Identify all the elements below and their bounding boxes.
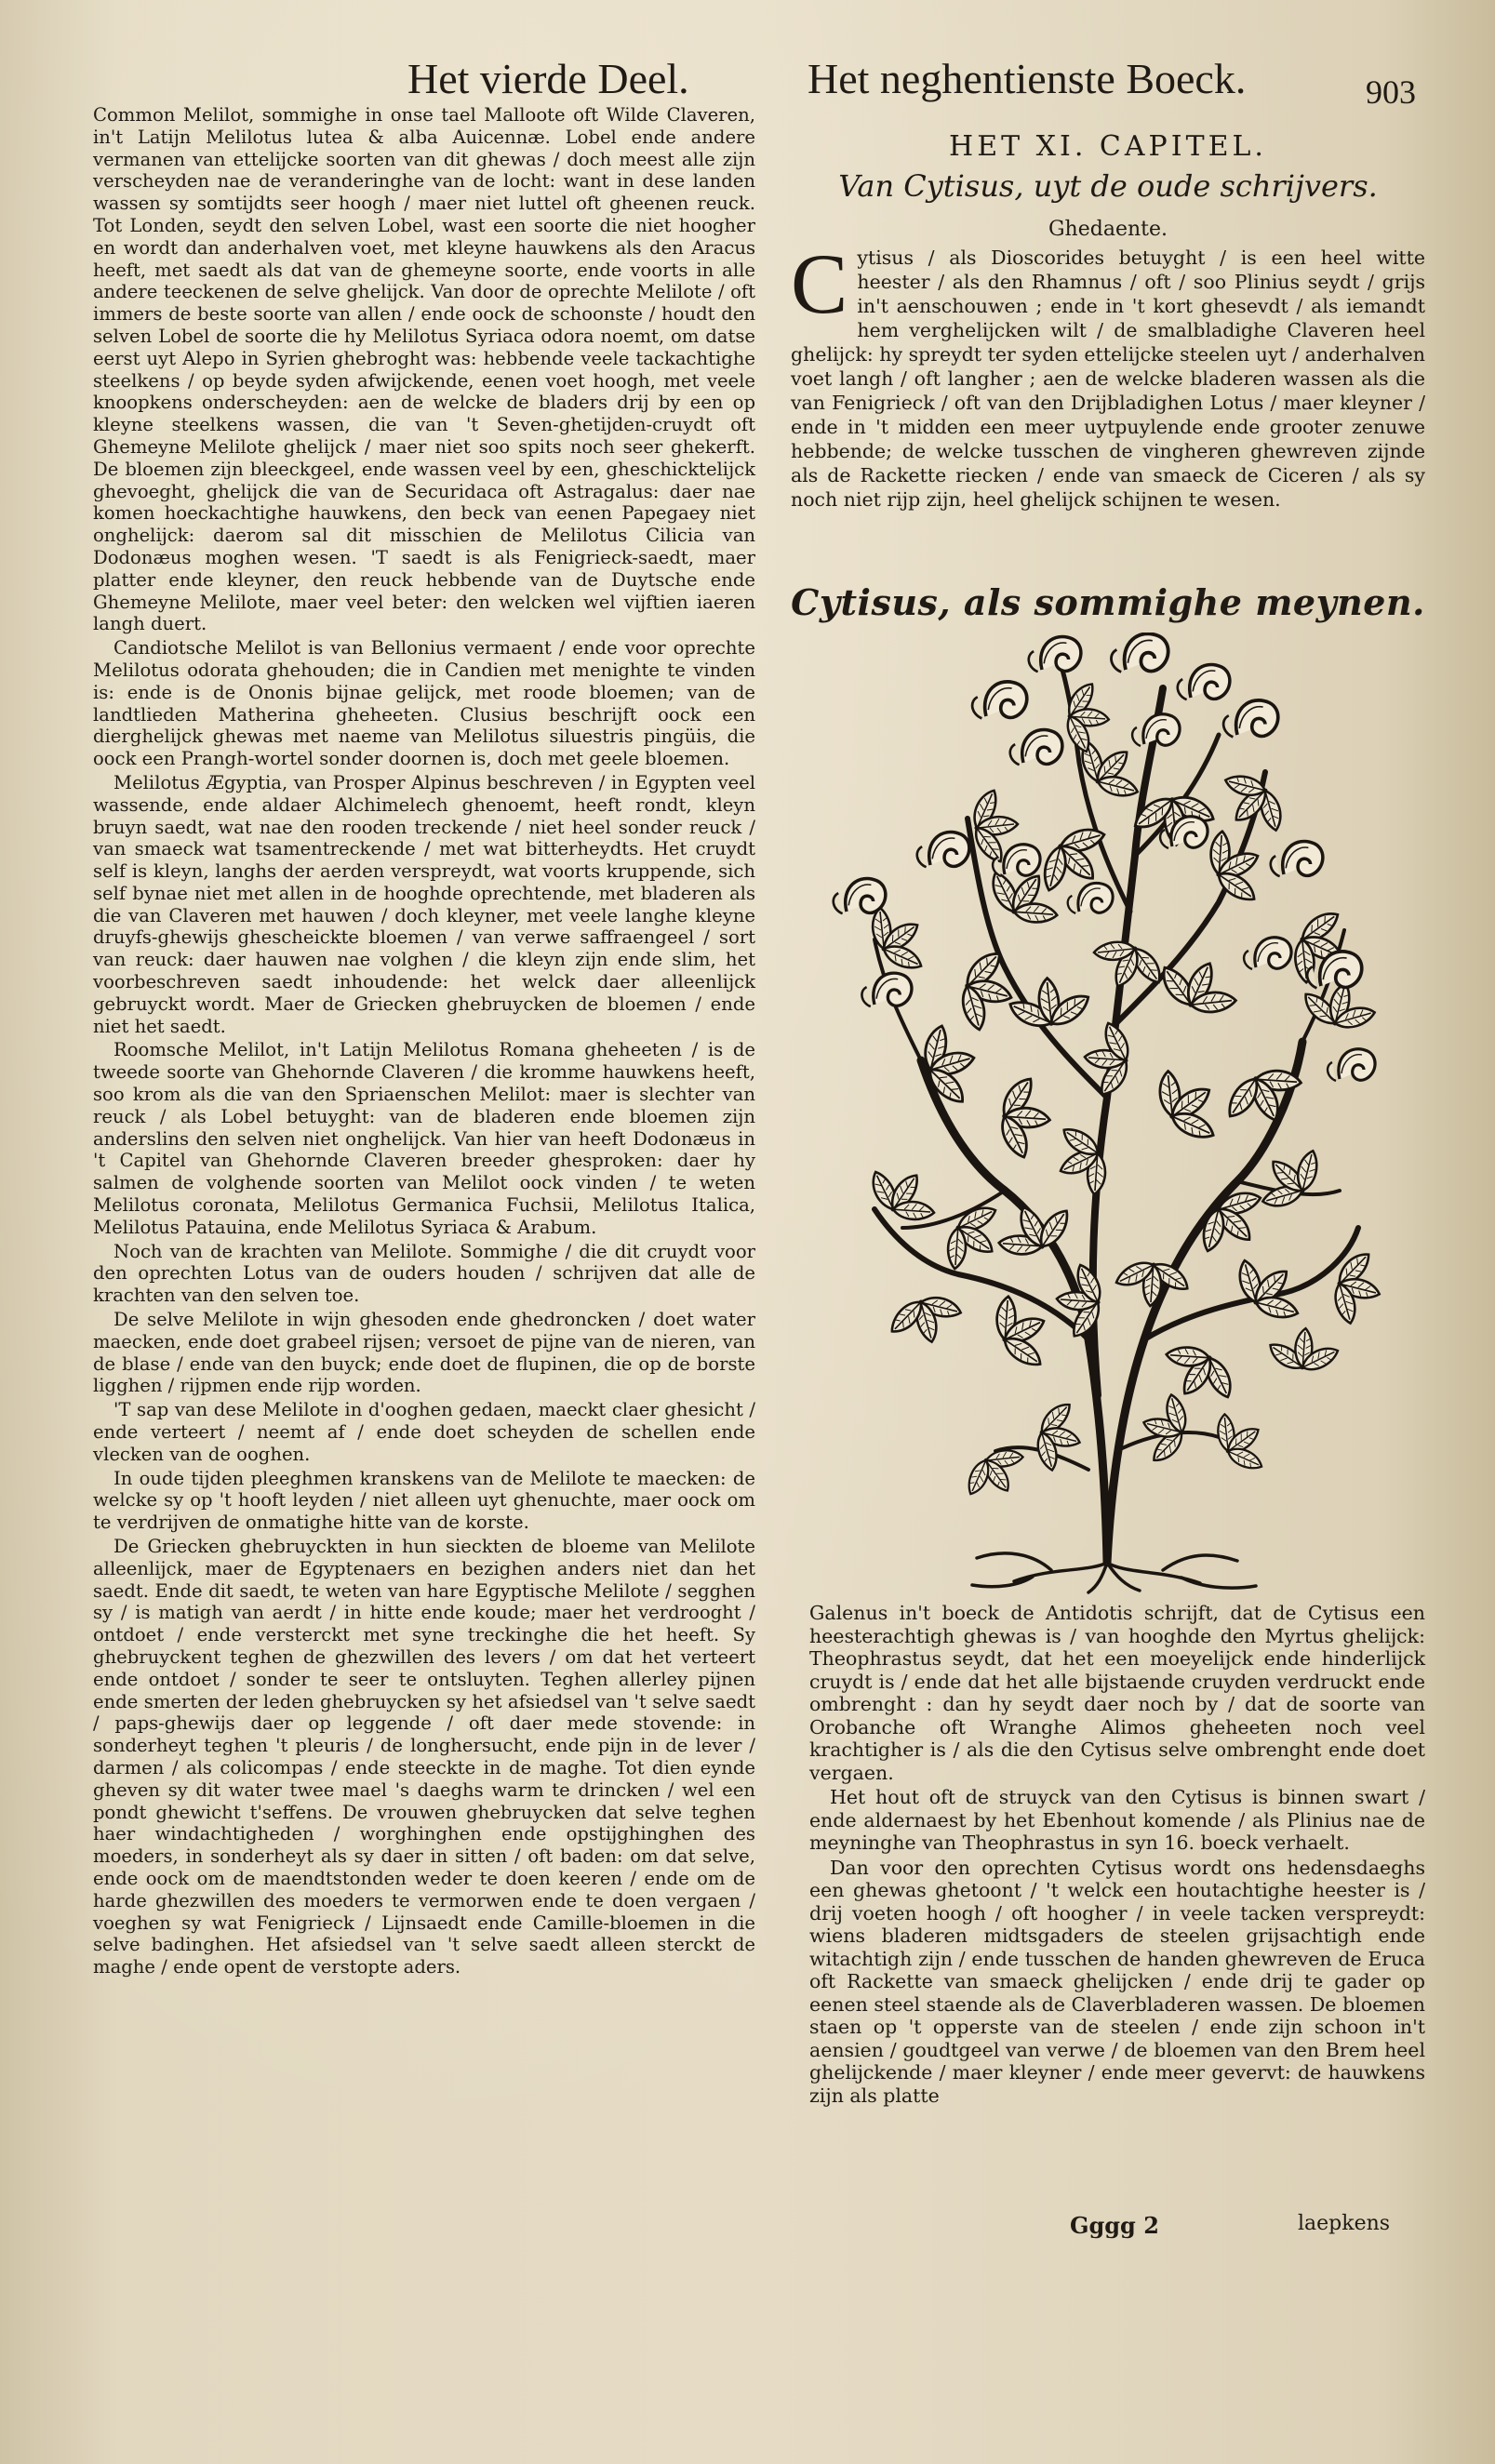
chapter-subtitle: Van Cytisus, uyt de oude schrijvers. [838, 168, 1378, 204]
paragraph: De selve Melilote in wijn ghesoden ende ghedroncken / doet water maecken, ende doet grabeel rijsen; versoet de pijne van de nieren, van de blase / ende van den buyck; ende doet de flupinen, die op de borste ligghen / rijpmen ende rijp worden. [93, 1309, 755, 1397]
right-column-bottom [809, 1602, 1425, 2109]
paragraph: Common Melilot, sommighe in onse tael Malloote oft Wilde Claveren, in't Latijn Melilotus lutea & alba Auicennæ. Lobel ende andere vermanen van ettelijcke soorten van dit ghewas / doch meest alle zijn verscheyden nae de veranderinghe van de locht: want in dese landen wassen sy somtijdts seer hoogh / maer niet luttel oft gheenen reuck. Tot Londen, seydt den selven Lobel, wast een soorte die niet hoogher en wordt dan anderhalven voet, met kleyne hauwkens als den Aracus heeft, met saedt als dat van de ghemeyne soorte, ende voorts in alle andere teeckenen de selve ghelijck. Van door de oprechte Melilote / oft immers de beste soorte van allen / ende oock de schoonste / houdt den selven Lobel de soorte die hy Melilotus Syriaca odora noemt, om datse eerst uyt Alepo in Syrien ghebroght was: hebbende veele tackachtighe steelkens / op beyde syden afwijckende, eenen voet hoogh, met veele knoopkens onderscheyden: aen de welcke de bladers drij by een op kleyne steelkens wassen, die van 't Seven-ghetijden-cruydt oft Ghemeyne Melilote ghelijck / maer niet soo spits noch seer ghekerft. De bloemen zijn bleeckgeel, ende wassen veel by een, gheschicktelijck ghevoeght, ghelijck die van de Securidaca oft Astragalus: daer nae komen hoeckachtighe hauwkens, den beck van eenen Papegaey niet onghelijck: daerom sal dit misschien de Melilotus Cilicia van Dodonæus moghen wesen. 'T saedt is als Fenigrieck-saedt, maer platter ende kleyner, den reuck hebbende van de Duytsche ende Ghemeyne Melilote, maer veel beter: den welcken wel vijftien iaeren langh duert. [93, 104, 755, 635]
left-column [93, 104, 755, 1980]
running-head-part: Het vierde Deel. [407, 55, 689, 102]
paragraph: Roomsche Melilot, in't Latijn Melilotus Romana gheheeten / is de tweede soorte van Ghehornde Claveren / die kromme hauwkens heeft, soo krom als die van den Spriaenschen Melilot: maer is slechter van reuck / als Lobel betuyght: van de bladeren ende bloemen zijn anderslins den selven niet onghelijck. Van hier van heeft Dodonæus in 't Capitel van Ghehornde Claveren breeder ghesproken: daer hy salmen de volghende soorten van Melilot oock vinden / te weten Melilotus coronata, Melilotus Germanica Fuchsii, Melilotus Italica, Melilotus Patauina, ende Melilotus Syriaca & Arabum. [93, 1039, 755, 1238]
paragraph: Melilotus Ægyptia, van Prosper Alpinus beschreven / in Egypten veel wassende, ende aldaer Alchimelech ghenoemt, heeft rondt, kleyn bruyn saedt, wat nae den rooden treckende / niet heel sonder reuck / van smaeck wat tsamentreckende / met wat bitterheydts. Het cruydt self is kleyn, langhs der aerden verspreydt, wat voorts kruppende, sich self bynae niet met allen in de hooghde oprechtende, met bladeren als die van Claveren met hauwen / doch kleyner, met veele langhe kleyne druyfs-ghewijs ghescheickte bloemen / van verwe saffraengeel / sort van reuck: daer hauwen nae volghen / die kleyn zijn ende slim, het voorbeschreven saedt inhoudende: het welck daer alleenlijck gebruyckt wordt. Maer de Griecken ghebruycken de bloemen / ende niet het saedt. [93, 771, 755, 1037]
paragraph: 'T sap van dese Melilote in d'ooghen gedaen, maeckt claer ghesicht / ende verteert / neemt af / ende doet scheyden de schellen ende vlecken van de ooghen. [93, 1399, 755, 1465]
paragraph: De Griecken ghebruyckten in hun sieckten de bloeme van Melilote alleenlijck, maer de Egyptenaers en bezighen anders niet dan het saedt. Ende dit saedt, te weten van hare Egyptische Melilote / segghen sy / is matigh van aerdt / in hitte ende koude; maer het verdrooght / ontdoet / ende versterckt met syne treckinghe die het heeft. Sy ghebruyckent teghen de ghezwillen des levers / om dat het verteert ende ontdoet / sonder te seer te ontsluyten. Teghen allerley pijnen ende smerten der leden ghebruycken sy het afsiedsel van 't selve saedt / paps-ghewijs daer op leggende / oft daer mede stovende: in sonderheyt teghen 't pleuris / de longhersucht, ende pijn in de lever / darmen / als colicompas / ende steeckte in de maghe. Tot dien eynde gheven sy dit water twee mael 's daeghs warm te drincken / wel een pondt ghewicht t'seffens. De vrouwen ghebruycken dat selve teghen haer windachtigheden / worghinghen ende opstijghinghen des moeders, in sonderheyt als sy daer in sitten / oft baden: om dat selve, ende oock om de maendtstonden weder te doen keeren / ende om de harde ghezwillen des moeders te vermorwen ende te doen vergaen / voeghen sy wat Fenigrieck / Lijnsaedt ende Camille-bloemen in die selve badinghen. Het afsiedsel van 't selve saedt alleen sterckt de maghe / ende opent de verstopte aders. [93, 1536, 755, 1978]
running-head-book: Het neghentienste Boeck. [808, 55, 1247, 102]
paragraph: Dan voor den oprechten Cytisus wordt ons hedensdaeghs een ghewas ghetoont / 't welck een houtachtighe heester is / drij voeten hoogh / oft hoogher / in veele tacken verspreydt: wiens bladeren midtsgaders de steelen grijsachtigh ende witachtigh zijn / ende tusschen de handen ghewreven de Eruca oft Rackette van smaeck ghelijcken / ende drij te gader op eenen steel staende als de Claverbladeren wassen. De bloemen staen op 't opperste van de steelen / ende zijn schoon in't aensien / goudtgeel van verwe / de bloemen van den Brem heel ghelijckende / maer kleyner / ende meer gevervt: de hauwkens zijn als platte [809, 1856, 1425, 2107]
paragraph: Het hout oft de struyck van den Cytisus is binnen swart / ende aldernaest by het Ebenhout komende / als Plinius nae de meyninghe van Theophrastus in syn 16. boeck verhaelt. [809, 1786, 1425, 1854]
paragraph: Noch van de krachten van Melilote. Sommighe / die dit cruydt voor den oprechten Lotus van de ouders houden / schrijven dat alle de krachten van den selven toe. [93, 1240, 755, 1307]
section-heading: Ghedaente. [1048, 218, 1168, 241]
paragraph: Galenus in't boeck de Antidotis schrijft, dat de Cytisus een heesterachtigh ghewas is / van hooghde den Myrtus ghelijck: Theophrastus seydt, dat het een moeyelijck ende hinderlijck cruydt is / ende dat het alle bijstaende cruyden verdruckt ende ombrenght : dan hy seydt daer noch by / dat de soorte van Orobanche oft Wranghe Alimos gheheeten noch veel krachtigher is / als die den Cytisus selve ombrenght ende doet vergaen. [809, 1602, 1425, 1784]
figure-caption: Cytisus, als sommighe meynen. [791, 581, 1425, 623]
cytisus-woodcut-illustration [819, 633, 1395, 1595]
catchword: laepkens [1298, 2212, 1391, 2235]
right-column-top [791, 130, 1425, 513]
page-number: 903 [1366, 73, 1416, 111]
chapter-title: HET XI. CAPITEL. [949, 130, 1267, 163]
signature-mark: Gggg 2 [1070, 2212, 1159, 2239]
paragraph: In oude tijden pleeghmen kranskens van de Melilote te maecken: de welcke sy op 't hooft leyden / niet alleen uyt ghenuchte, maer oock om te verdrijven de onmatighe hitte van de korste. [93, 1467, 755, 1534]
paragraph-text: ytisus / als Dioscorides betuyght / is een heel witte heester / als den Rhamnus / oft / soo Plinius seydt / grijs in't aenschouwen ; ende in 't kort ghesevdt / als iemandt hem verghelijcken wilt / de smalbladighe Claveren heel ghelijck: hy spreydt ter syden ettelijcke steelen uyt / anderhalven voet langh / oft langher ; aen de welcke bladeren wassen als die van Fenigrieck / oft van den Drijbladighen Lotus / maer kleyner / ende in 't midden een meer uytpuylende ende grooter zenuwe hebbende; de welcke tusschen de vingheren ghewreven zijnde als de Rackette riecken / ende van smaeck de Ciceren / als sy noch niet rijp zijn, heel ghelijck schijnen te wesen. [791, 246, 1425, 511]
drop-cap: C [791, 236, 848, 331]
paragraph [791, 236, 1425, 512]
paragraph: Candiotsche Melilot is van Bellonius vermaent / ende voor oprechte Melilotus odorata ghehouden; die in Candien met menighte te vinden is: ende is de Ononis bijnae gelijck, met roode bloemen; van de landtlieden Matherina gheheeten. Clusius beschrijft oock een dierghelijck ghewas met naeme van Melilotus siluestris pingüis, die oock een Prangh-wortel sonder doornen is, doch met geele bloemen. [93, 637, 755, 770]
